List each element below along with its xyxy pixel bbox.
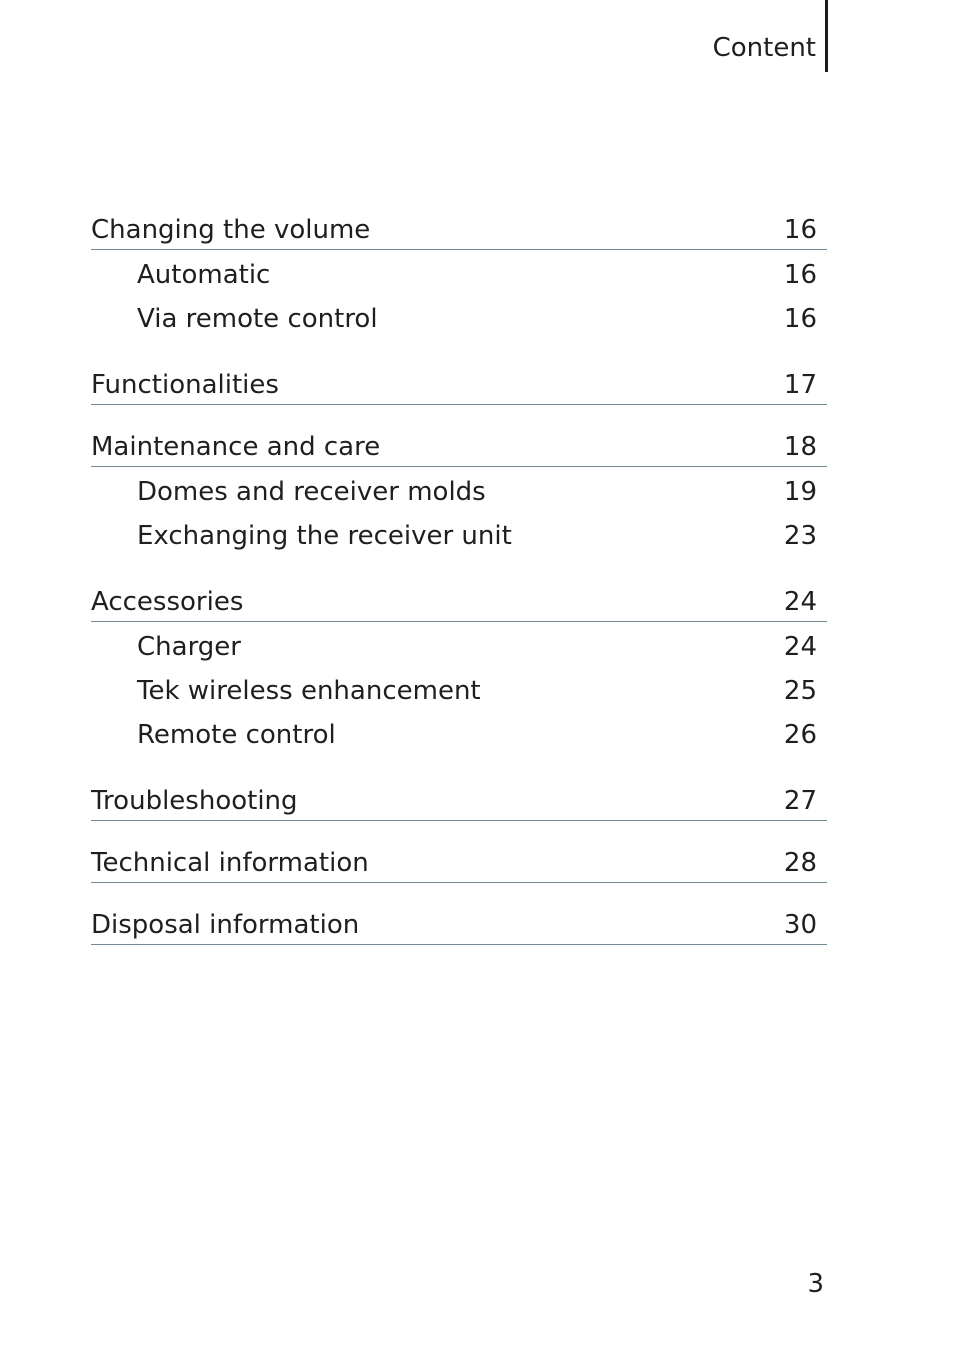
toc-subentry[interactable] bbox=[91, 516, 827, 560]
toc-entry-page: 28 bbox=[783, 848, 817, 878]
toc-entry[interactable] bbox=[91, 427, 827, 467]
toc-subentry[interactable] bbox=[91, 299, 827, 343]
toc-entry-title: Accessories bbox=[91, 587, 244, 617]
toc-entry-title: Technical information bbox=[91, 848, 369, 878]
toc-entry-page: 27 bbox=[783, 786, 817, 816]
toc-entry[interactable] bbox=[91, 582, 827, 622]
toc-subentry-title: Domes and receiver molds bbox=[137, 477, 486, 507]
header-marker-bar bbox=[825, 0, 828, 72]
toc-entry-page: 17 bbox=[783, 370, 817, 400]
toc-subentry-title: Automatic bbox=[137, 260, 271, 290]
toc-subentry[interactable] bbox=[91, 671, 827, 715]
toc-entry-title: Functionalities bbox=[91, 370, 279, 400]
toc-subentry[interactable] bbox=[91, 472, 827, 516]
toc-entry[interactable] bbox=[91, 210, 827, 250]
toc-subentry-title: Exchanging the receiver unit bbox=[137, 521, 512, 551]
toc-section bbox=[91, 210, 827, 343]
toc-subentry-page: 16 bbox=[783, 304, 817, 334]
toc-subentry-title: Tek wireless enhancement bbox=[137, 676, 481, 706]
toc-section bbox=[91, 365, 827, 405]
toc-entry-page: 18 bbox=[783, 432, 817, 462]
toc-section bbox=[91, 905, 827, 945]
toc-entry[interactable] bbox=[91, 905, 827, 945]
toc-section bbox=[91, 427, 827, 560]
page-number: 3 bbox=[807, 1269, 824, 1299]
toc-entry-title: Troubleshooting bbox=[91, 786, 298, 816]
toc-entry-page: 24 bbox=[783, 587, 817, 617]
toc-subentry-title: Remote control bbox=[137, 720, 336, 750]
toc-subentry-page: 25 bbox=[783, 676, 817, 706]
toc-section bbox=[91, 843, 827, 883]
toc-entry[interactable] bbox=[91, 843, 827, 883]
table-of-contents bbox=[91, 210, 827, 967]
toc-subentry-page: 19 bbox=[783, 477, 817, 507]
toc-subentry-title: Charger bbox=[137, 632, 241, 662]
toc-entry[interactable] bbox=[91, 781, 827, 821]
toc-subentry-page: 23 bbox=[783, 521, 817, 551]
toc-entry-page: 30 bbox=[783, 910, 817, 940]
toc-subentry[interactable] bbox=[91, 255, 827, 299]
section-title: Content bbox=[712, 33, 816, 63]
toc-entry-title: Disposal information bbox=[91, 910, 360, 940]
toc-entry-title: Maintenance and care bbox=[91, 432, 381, 462]
page-header bbox=[528, 0, 828, 72]
toc-entry-title: Changing the volume bbox=[91, 215, 371, 245]
toc-subentry[interactable] bbox=[91, 715, 827, 759]
toc-subentry[interactable] bbox=[91, 627, 827, 671]
toc-subentry-page: 24 bbox=[783, 632, 817, 662]
toc-subentry-page: 16 bbox=[783, 260, 817, 290]
toc-entry-page: 16 bbox=[783, 215, 817, 245]
toc-section bbox=[91, 582, 827, 759]
toc-subentry-page: 26 bbox=[783, 720, 817, 750]
toc-subentry-title: Via remote control bbox=[137, 304, 378, 334]
toc-section bbox=[91, 781, 827, 821]
toc-entry[interactable] bbox=[91, 365, 827, 405]
